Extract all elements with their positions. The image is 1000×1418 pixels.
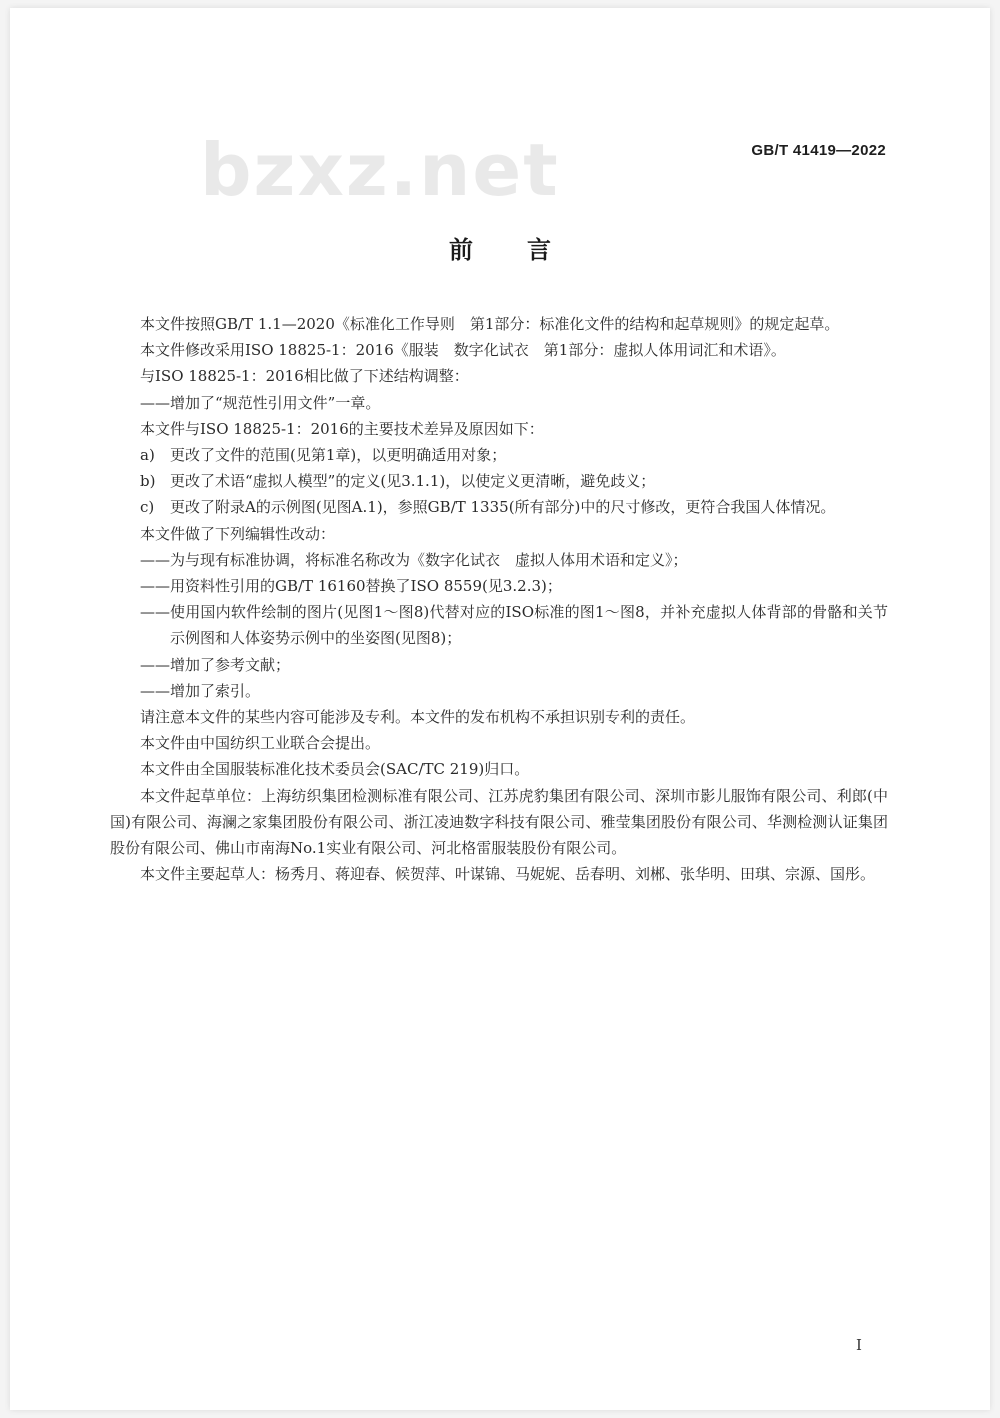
page-number: I [856, 1336, 862, 1354]
dash-mark: —— [140, 550, 170, 569]
list-item [110, 442, 888, 468]
list-item [110, 599, 888, 651]
dash-mark: —— [140, 393, 170, 412]
list-item [110, 494, 888, 520]
paragraph-adoption: 本文件修改采用ISO 18825-1：2016《服装 数字化试衣 第1部分：虚拟人体用词汇和术语》。 [140, 341, 786, 360]
page-title: 前言 [449, 236, 605, 264]
list-item-text: 使用国内软件绘制的图片(见图1～图8)代替对应的ISO标准的图1～图8，并补充虚拟人体背部的骨骼和关节示例图和人体姿势示例中的坐姿图(见图8)； [170, 603, 888, 648]
list-item [110, 468, 888, 494]
dash-mark: —— [140, 603, 170, 622]
list-item [110, 652, 888, 678]
list-item-text: 增加了参考文献； [170, 655, 291, 674]
watermark: bzxz.net [200, 128, 560, 212]
dash-mark: —— [140, 681, 170, 700]
paragraph-proposer: 本文件由中国纺织工业联合会提出。 [140, 734, 381, 753]
list-item [110, 573, 888, 599]
list-item [110, 547, 888, 573]
list-item-text: 更改了文件的范围(见第1章)，以更明确适用对象； [170, 446, 507, 465]
document-code: GB/T 41419—2022 [751, 142, 886, 159]
paragraph-editorial-intro: 本文件做了下列编辑性改动： [140, 524, 336, 543]
paragraph-drafting-units: 本文件起草单位：上海纺织集团检测标准有限公司、江苏虎豹集团有限公司、深圳市影儿服饰有限公司、利郎(中国)有限公司、海澜之家集团股份有限公司、浙江凌迪数字科技有限公司、雅莹集团股份有限公司、华测检测认证集团股份有限公司、佛山市南海No.1实业有限公司、河北格雷服装股份有限公司。 [110, 786, 888, 858]
list-item-text: 增加了索引。 [170, 681, 261, 700]
foreword-body [110, 311, 888, 887]
list-item-text: 用资料性引用的GB/T 16160替换了ISO 8559(见3.2.3)； [170, 577, 562, 596]
paragraph-drafting-rules: 本文件按照GB/T 1.1—2020《标准化工作导则 第1部分：标准化文件的结构和起草规则》的规定起草。 [140, 315, 840, 333]
list-item-text: 为与现有标准协调，将标准名称改为《数字化试衣 虚拟人体用术语和定义》； [170, 550, 688, 569]
paragraph-committee: 本文件由全国服装标准化技术委员会(SAC/TC 219)归口。 [140, 760, 530, 779]
list-item-label: c) [140, 498, 155, 517]
list-item-text: 更改了附录A的示例图(见图A.1)，参照GB/T 1335(所有部分)中的尺寸修改，更符合我国人体情况。 [170, 498, 836, 517]
list-item-text: 更改了术语“虚拟人模型”的定义(见3.1.1)，以使定义更清晰，避免歧义； [170, 472, 656, 491]
list-item-label: b) [140, 472, 156, 491]
paragraph-drafters: 本文件主要起草人：杨秀月、蒋迎春、候贺萍、叶谋锦、马妮妮、岳春明、刘郴、张华明、田琪、宗源、国彤。 [140, 865, 876, 884]
paragraph-patent-notice: 请注意本文件的某些内容可能涉及专利。本文件的发布机构不承担识别专利的责任。 [140, 708, 696, 727]
paragraph-structure-intro: 与ISO 18825-1：2016相比做了下述结构调整： [140, 367, 469, 386]
list-item-label: a) [140, 446, 155, 465]
list-item [110, 678, 888, 704]
paragraph-technical-intro: 本文件与ISO 18825-1：2016的主要技术差异及原因如下： [140, 419, 544, 438]
dash-mark: —— [140, 577, 170, 596]
dash-mark: —— [140, 655, 170, 674]
list-item-text: 增加了“规范性引用文件”一章。 [170, 393, 381, 412]
list-item [110, 390, 888, 416]
